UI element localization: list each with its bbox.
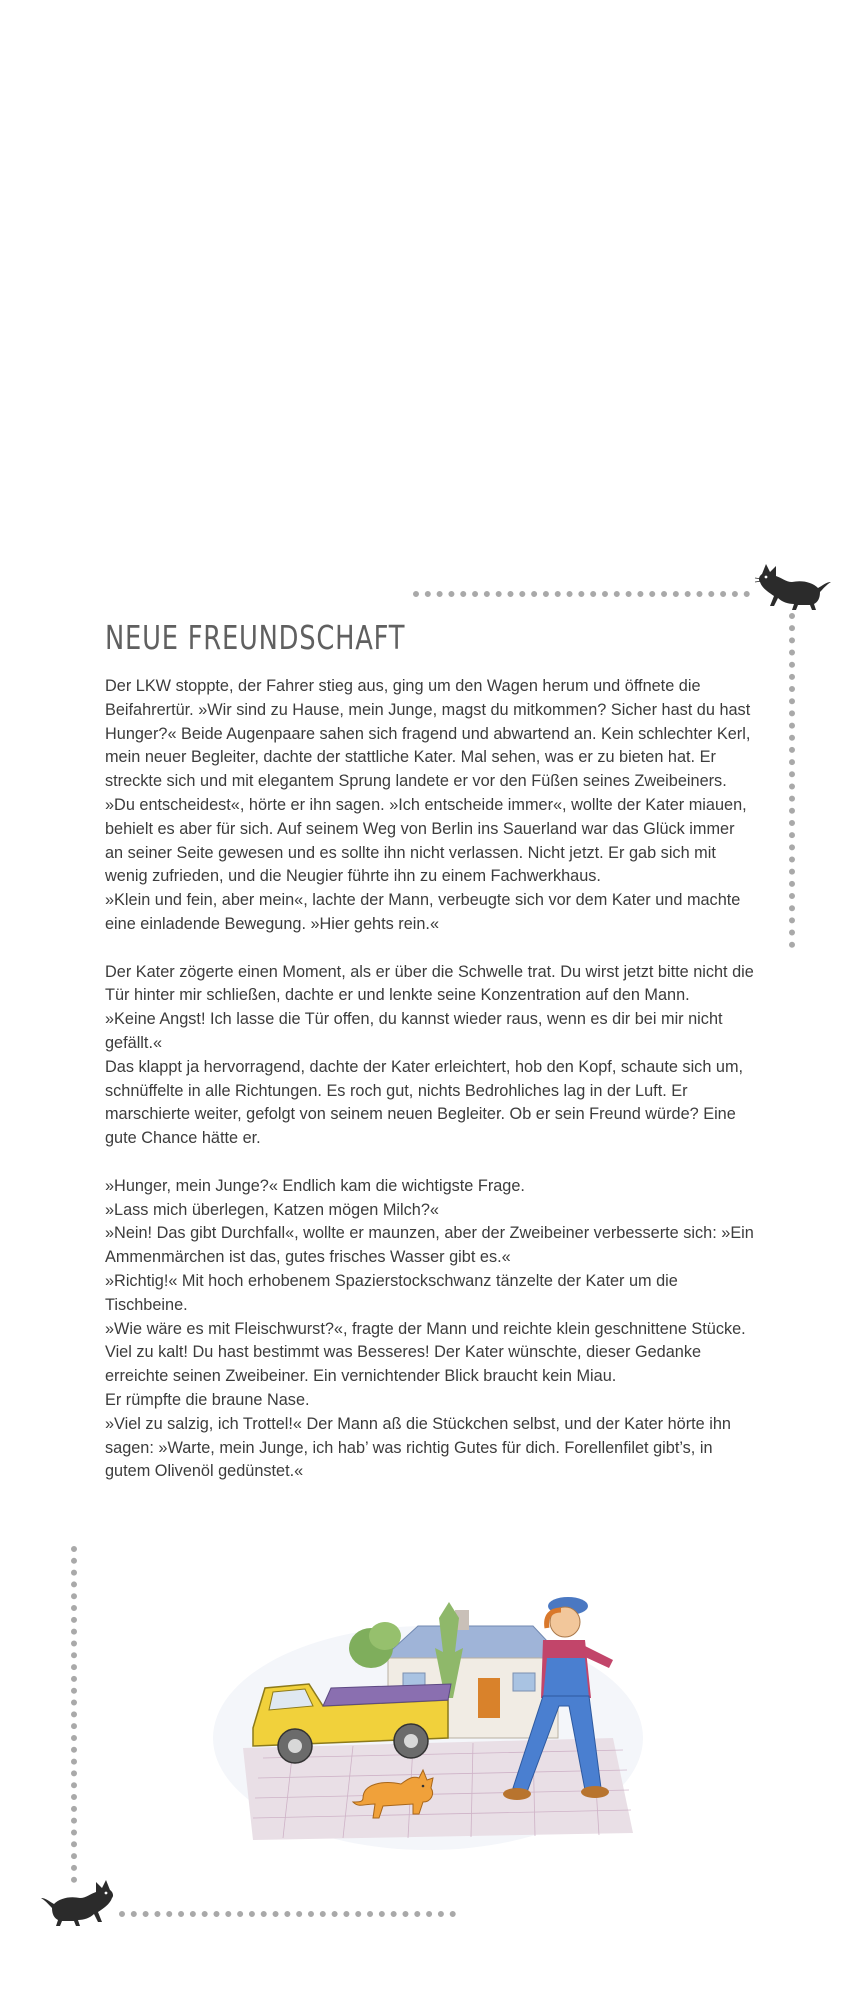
dotted-frame-top — [413, 591, 750, 597]
story-body — [105, 675, 755, 1484]
cat-silhouette-icon — [752, 560, 832, 612]
cat-silhouette-icon — [40, 1876, 120, 1928]
story-paragraph: Er rümpfte die braune Nase. — [105, 1390, 310, 1409]
story-paragraph: »Richtig!« Mit hoch erhobenem Spazierstockschwanz tänzelte der Kater um die Tischbeine. — [105, 1271, 678, 1314]
story-paragraph: »Keine Angst! Ich lasse die Tür offen, du kannst wieder raus, wenn es dir bei mir nicht gefällt.« — [105, 1010, 723, 1052]
story-paragraph: »Viel zu salzig, ich Trottel!« Der Mann aß die Stückchen selbst, und der Kater hörte ihn sagen: »Warte, mein Junge, ich hab’ was richtig Gutes für dich. Forellenfilet gibt’s, in gutem Olivenöl gedünstet.« — [105, 1414, 731, 1481]
story-paragraph: »Wie wäre es mit Fleischwurst?«, fragte der Mann und reichte klein geschnittene Stücke. Viel zu kalt! Du hast bestimmt was Besseres! Der Kater wünschte, dieser Gedanke erreichte seinen Zweibeiner. Ein vernichtender Blick braucht kein Miau. — [105, 1319, 746, 1386]
dotted-frame-right — [789, 613, 795, 948]
story-paragraph: »Du entscheidest«, hörte er ihn sagen. »Ich entscheide immer«, wollte der Kater miauen, behielt es aber für sich. Auf seinem Weg von Berlin ins Sauerland war das Glück immer an seiner Seite gewesen und es sollte ihn nicht verlassen. Nicht jetzt. Er gab sich mit wenig zufrieden, und die Neugier führte ihn zu einem Fachwerkhaus. — [105, 795, 747, 886]
dotted-frame-bottom — [119, 1911, 456, 1917]
paragraph-gap — [105, 1151, 755, 1175]
dotted-frame-left — [71, 1546, 77, 1883]
story-title: NEUE FREUNDSCHAFT — [105, 618, 406, 657]
story-paragraph: Das klappt ja hervorragend, dachte der Kater erleichtert, hob den Kopf, schaute sich um, schnüffelte in alle Richtungen. Es roch gut, nichts Bedrohliches lag in der Luft. Er marschierte weiter, gefolgt von seinem neuen Begleiter. Ob er sein Freund würde? Eine gute Chance hätte er. — [105, 1057, 744, 1148]
story-paragraph: »Hunger, mein Junge?« Endlich kam die wichtigste Frage. — [105, 1176, 525, 1195]
paragraph-gap — [105, 937, 755, 961]
story-paragraph: »Nein! Das gibt Durchfall«, wollte er maunzen, aber der Zweibeiner verbesserte sich: »Ein Ammenmärchen ist das, gutes frisches Wasser gibt es.« — [105, 1224, 754, 1267]
truck-man-cat-illustration — [213, 1588, 653, 1853]
story-paragraph: »Lass mich überlegen, Katzen mögen Milch?« — [105, 1200, 439, 1219]
story-paragraph: Der Kater zögerte einen Moment, als er über die Schwelle trat. Du wirst jetzt bitte nicht die Tür hinter mir schließen, dachte er und lenkte seine Konzentration auf den Mann. — [105, 962, 754, 1005]
story-paragraph: Der LKW stoppte, der Fahrer stieg aus, ging um den Wagen herum und öffnete die Beifahrertür. »Wir sind zu Hause, mein Junge, magst du mitkommen? Sicher hast du hast Hunger?« Beide Augenpaare sahen sich fragend und abwartend an. Kein schlechter Kerl, mein neuer Begleiter, dachte der stattliche Kater. Mal sehen, was er zu bieten hat. Er streckte sich und mit elegantem Sprung landete er vor den Füßen seines Zweibeiners. — [105, 677, 751, 791]
story-paragraph: »Klein und fein, aber mein«, lachte der Mann, verbeugte sich vor dem Kater und machte eine einladende Bewegung. »Hier gehts rein.« — [105, 891, 741, 933]
